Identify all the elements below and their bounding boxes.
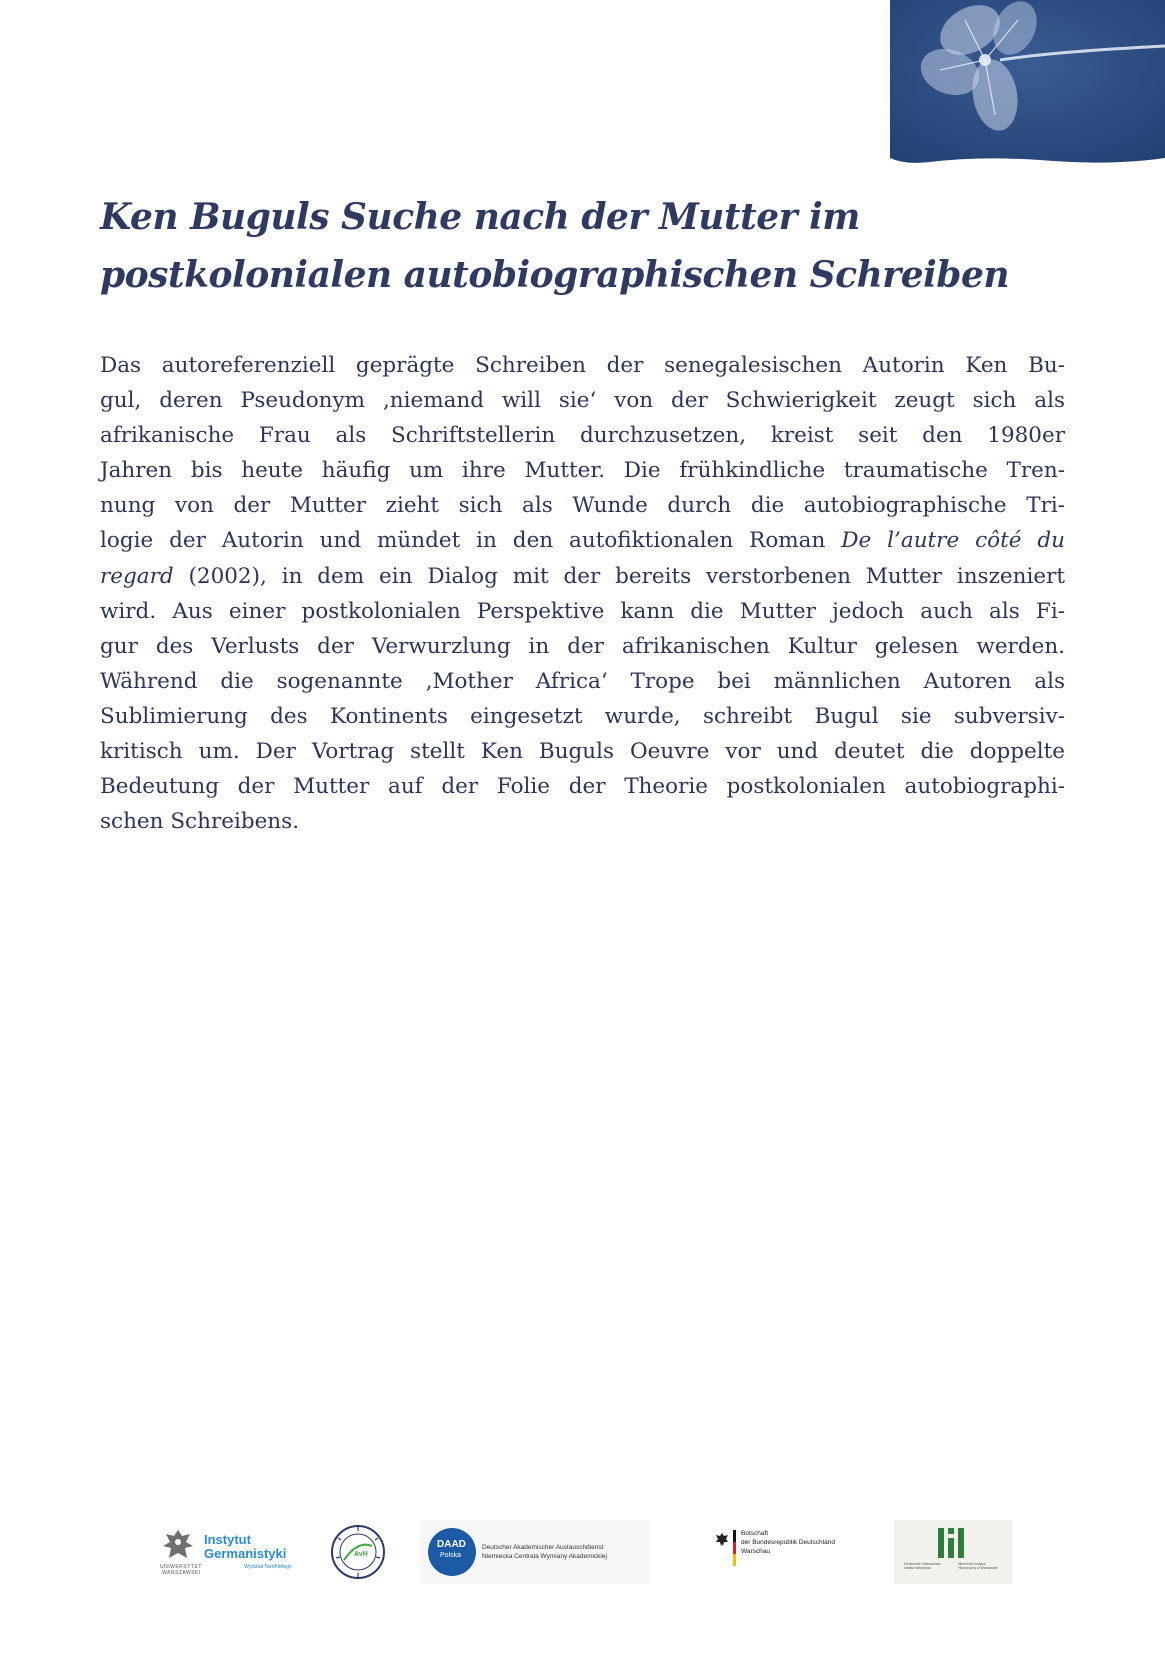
abstract-line: wird. Aus einer postkolonialen Perspektive kann die Mutter jedoch auch als Fi- [100, 598, 1065, 624]
embassy-text-1: Botschaft [741, 1530, 769, 1537]
abstract-line: afrikanische Frau als Schriftstellerin durchzusetzen, kreist seit den 1980er [100, 423, 1065, 449]
dhi-caption-right: Niemiecki Instytut Historyczny w Warszawie [958, 1562, 998, 1570]
uw-institute-name-2: Germanistyki [204, 1546, 287, 1561]
embassy-logo [715, 1530, 855, 1578]
dhi-logo [894, 1520, 1012, 1584]
book-title-part-2: regard [100, 563, 174, 589]
title-line-2: postkolonialen autobiographischen Schreiben [100, 254, 1010, 296]
daad-badge-text-2: Polska [440, 1552, 462, 1559]
abstract-text [100, 348, 1065, 839]
german-flag-stripe [733, 1530, 736, 1566]
abstract-line: Jahren bis heute häufig um ihre Mutter. Die frühkindliche traumatische Tren- [100, 458, 1065, 484]
uw-eagle-crest-icon [160, 1526, 196, 1566]
abstract-text-fragment: logie der Autorin und mündet in den autofiktionalen Roman [100, 528, 826, 554]
document-title [100, 188, 1060, 304]
abstract-text-fragment: (2002), in dem ein Dialog mit der bereits verstorbenen Mutter inszeniert [188, 563, 1065, 589]
abstract-line: gur des Verlusts der Verwurzlung in der afrikanischen Kultur gelesen werden. [100, 633, 1065, 659]
title-line-1: Ken Buguls Suche nach der Mutter im [100, 196, 860, 238]
uw-caption-1: UNIWERSYTET [160, 1564, 202, 1570]
abstract-line: Bedeutung der Mutter auf der Folie der Theorie postkolonialen autobiographi- [100, 774, 1065, 800]
uw-faculty-name: Wydział Neofilologii [244, 1564, 292, 1570]
dhi-mark [938, 1528, 968, 1558]
avh-badge-text: AvH [354, 1551, 368, 1558]
avh-seal-logo [330, 1524, 386, 1580]
abstract-line: Das autoreferenziell geprägte Schreiben der senegalesischen Autorin Ken Bu- [100, 353, 1065, 378]
abstract-line: Während die sogenannte ‚Mother Africa‘ Trope bei männlichen Autoren als [100, 668, 1065, 694]
dhi-caption-left: Deutsches Historisches Institut Warschau [904, 1562, 941, 1570]
daad-text-2: Niemiecka Centrala Wymiany Akademickiej [482, 1553, 607, 1560]
embassy-text-2: der Bundesrepublik Deutschland [741, 1539, 835, 1546]
abstract-line: Sublimierung des Kontinents eingesetzt wurde, schreibt Bugul sie subversiv- [100, 703, 1065, 729]
sponsor-logos [150, 1520, 1030, 1592]
uw-caption-2: WARSZAWSKI [162, 1570, 201, 1576]
abstract-line: gul, deren Pseudonym ‚niemand will sie‘ von der Schwierigkeit zeugt sich als [100, 388, 1065, 414]
daad-badge-text-1: DAAD [437, 1539, 466, 1550]
daad-logo [420, 1520, 650, 1584]
book-title-part-1: De l’autre côté du [841, 528, 1065, 554]
abstract-line: nung von der Mutter zieht sich als Wunde durch die autobiographische Tri- [100, 493, 1065, 519]
abstract-line: kritisch um. Der Vortrag stellt Ken Buguls Oeuvre vor und deutet die doppelte [100, 739, 1065, 765]
federal-eagle-icon [715, 1532, 729, 1548]
abstract-line [100, 523, 1065, 558]
uw-institute-name-1: Instytut [204, 1532, 251, 1547]
abstract-line [100, 559, 1065, 594]
cyanotype-flower-image [890, 0, 1165, 170]
embassy-text-3: Warschau [741, 1548, 771, 1555]
uw-germanistik-logo [160, 1526, 300, 1578]
abstract-line: schen Schreibens. [100, 809, 300, 835]
daad-text-1: Deutscher Akademischer Austauschdienst [482, 1544, 604, 1551]
